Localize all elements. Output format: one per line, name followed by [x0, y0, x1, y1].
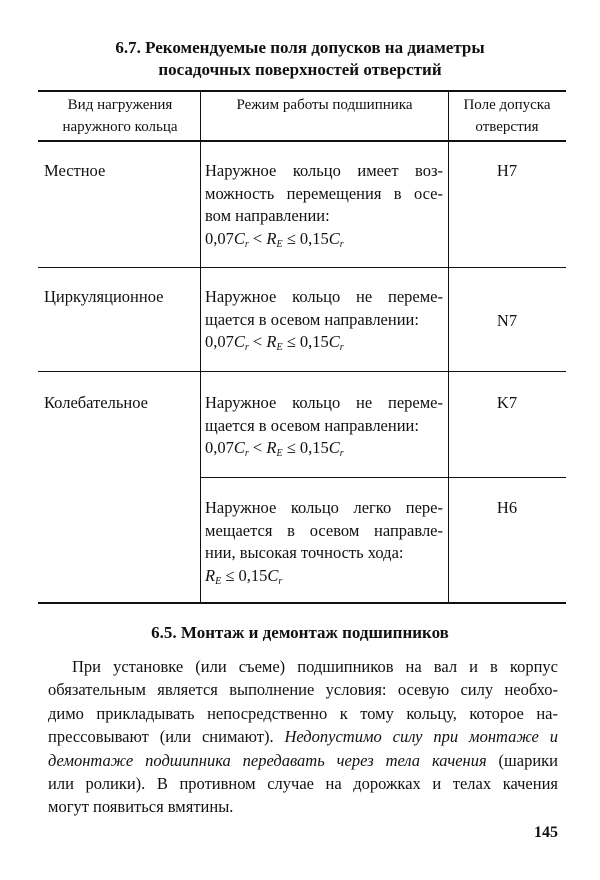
formula-subscript: r [339, 342, 344, 354]
formula-text: < [248, 438, 267, 458]
tolerance-cell: N7 [496, 311, 518, 330]
formula-variable: R [266, 438, 277, 458]
mode-line: Наружное кольцо не переме- [205, 393, 443, 412]
table-top-rule [38, 90, 566, 92]
formula-variable: C [328, 438, 340, 458]
formula-subscript: r [244, 342, 249, 354]
tolerance-cell: H6 [496, 498, 518, 517]
load-type-cell: Циркуляционное [44, 287, 164, 306]
formula [205, 228, 443, 257]
table-title [0, 37, 600, 81]
header-line: Режим работы подшипника [236, 97, 413, 113]
mode-line: щается в осевом направлении: [205, 415, 419, 435]
formula-subscript: r [339, 238, 344, 250]
mode-cell [205, 392, 443, 466]
paragraph-text: прессовывают (или снимают). [48, 727, 285, 747]
formula-text: ≤ 0,15 [221, 565, 268, 585]
formula [205, 437, 443, 466]
tolerance-cell: K7 [496, 393, 518, 412]
formula [205, 331, 443, 360]
mode-line: нии, высокая точность хода: [205, 543, 404, 563]
tolerance-cell: H7 [496, 161, 518, 180]
formula-variable: C [233, 332, 245, 352]
section-heading: 6.5. Монтаж и демонтаж подшипников [151, 623, 449, 642]
mode-line: Наружное кольцо имеет воз- [205, 161, 443, 180]
column-divider [200, 90, 201, 603]
formula-variable: R [266, 332, 277, 352]
formula-variable: C [328, 228, 340, 248]
formula-subscript: r [244, 238, 249, 250]
formula-subscript: E [215, 575, 222, 587]
load-type-cell: Колебательное [44, 393, 148, 412]
paragraph-line [48, 749, 558, 772]
header-line: отверстия [475, 119, 539, 135]
formula-text: 0,07 [205, 228, 234, 248]
mode-line: щается в осевом направлении: [205, 309, 419, 329]
table-title-line: посадочных поверхностей отверстий [158, 60, 442, 79]
formula-text: < [248, 332, 267, 352]
formula-text: ≤ 0,15 [282, 438, 329, 458]
load-type-cell: Местное [44, 161, 106, 180]
formula-subscript: r [339, 448, 344, 460]
row-divider [38, 267, 566, 268]
paragraph-line: При установке (или съеме) подшипников на вал и в корпус [72, 657, 558, 676]
formula-variable: R [205, 565, 216, 585]
formula-subscript: r [244, 448, 249, 460]
table-title-line: 6.7. Рекомендуемые поля допусков на диаметры [115, 38, 485, 57]
mode-cell [205, 497, 443, 593]
row-divider [38, 371, 566, 372]
emphasized-text: Недопустимо силу при монтаже и [284, 727, 558, 747]
formula-variable: C [233, 228, 245, 248]
formula [205, 565, 443, 594]
formula-variable: C [233, 438, 245, 458]
mode-line: вом направлении: [205, 206, 330, 226]
mode-cell [205, 286, 443, 360]
paragraph-line: обязательным является выполнение условия: осевую силу необхо- [48, 680, 558, 700]
formula-variable: C [267, 565, 279, 585]
formula-subscript: r [278, 575, 283, 587]
table-bottom-rule [38, 602, 566, 604]
paragraph-text: (шарики [486, 750, 559, 770]
page-number: 145 [534, 824, 558, 841]
paragraph-line: могут появиться вмятины. [48, 797, 234, 817]
row-divider [200, 477, 566, 478]
formula-text: < [248, 228, 267, 248]
formula-text: 0,07 [205, 332, 234, 352]
header-tolerance [449, 94, 565, 138]
header-bottom-rule [38, 140, 566, 142]
formula-text: 0,07 [205, 438, 234, 458]
header-load-type [40, 94, 200, 138]
formula-subscript: E [276, 238, 283, 250]
formula-variable: C [328, 332, 340, 352]
mode-line: можность перемещения в осе- [205, 183, 443, 203]
formula-subscript: E [276, 448, 283, 460]
header-mode [201, 94, 448, 116]
header-line: Поле допуска [463, 97, 551, 113]
header-line: наружного кольца [62, 119, 178, 135]
formula-text: ≤ 0,15 [282, 228, 329, 248]
formula-text: ≤ 0,15 [282, 332, 329, 352]
paragraph-line [48, 725, 558, 748]
mode-cell [205, 160, 443, 256]
header-line: Вид нагружения [67, 97, 173, 113]
mode-line: мещается в осевом направле- [205, 520, 443, 540]
body-paragraph [48, 655, 558, 819]
mode-line: Наружное кольцо легко пере- [205, 498, 443, 517]
emphasized-text: демонтаже подшипника передавать через тела качения [48, 750, 487, 770]
paragraph-line: димо прикладывать непосредственно к тому кольцу, которое на- [48, 703, 558, 723]
paragraph-line: или ролики). В противном случае на дорожках и телах качения [48, 774, 558, 794]
formula-subscript: E [276, 342, 283, 354]
formula-variable: R [266, 228, 277, 248]
mode-line: Наружное кольцо не переме- [205, 287, 443, 306]
